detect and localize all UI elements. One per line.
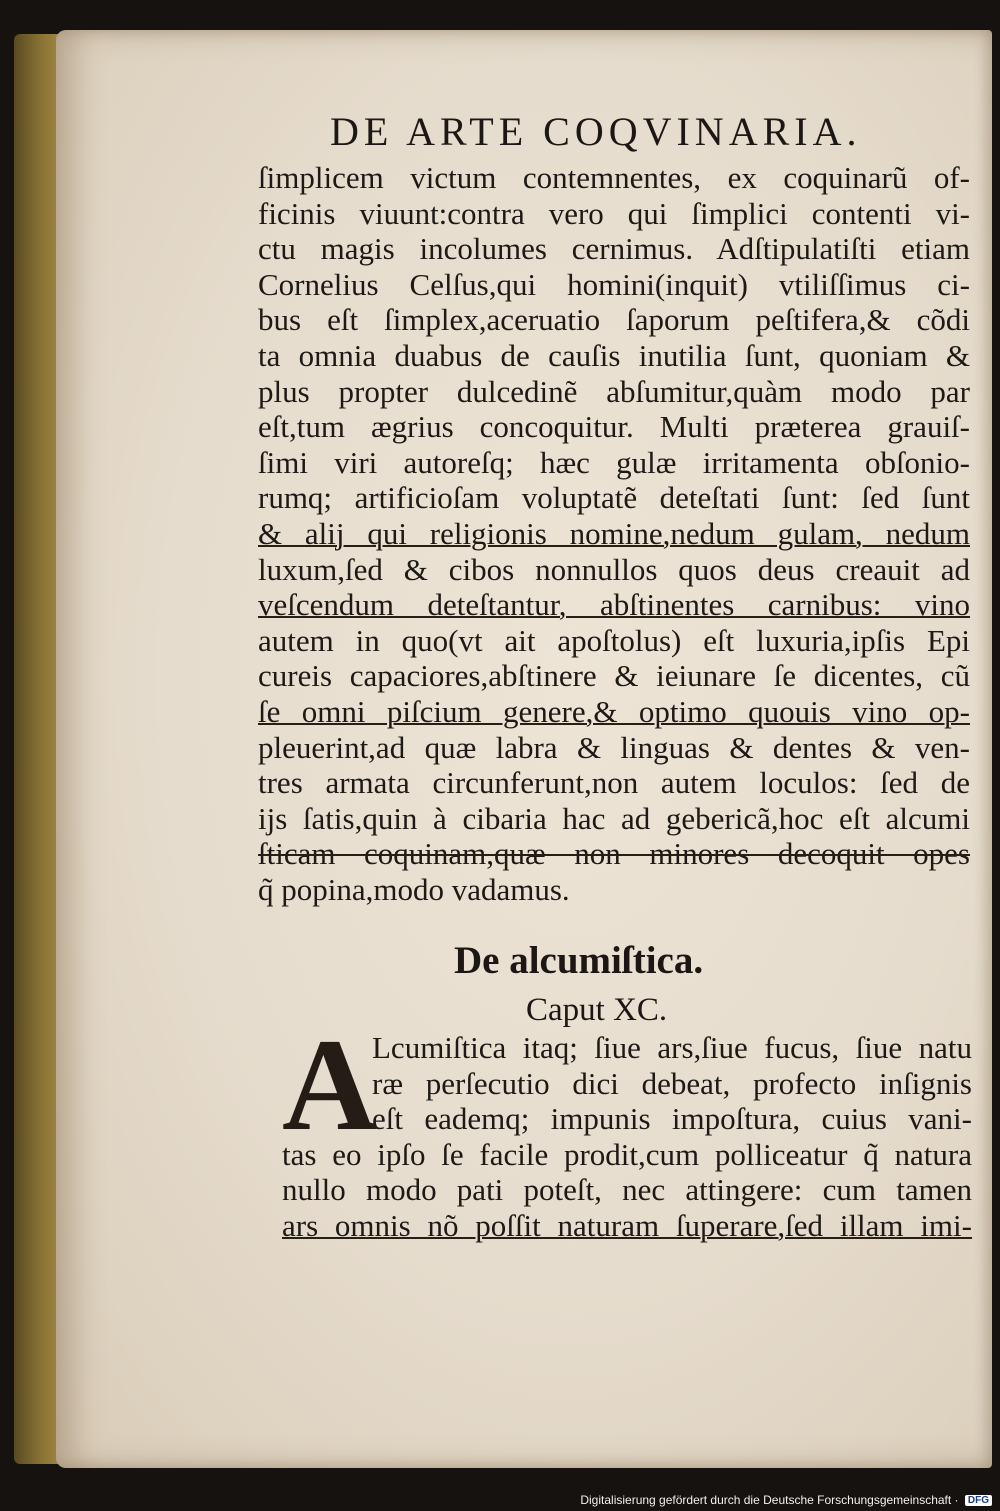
text-line: cureis capaciores,abſtinere & ieiunare ſe dicentes, cũ: [258, 658, 970, 694]
text-line: Cornelius Celſus,qui homini(inquit) vtiliſſimus ci-: [258, 266, 970, 302]
text-line: Lcumiſtica itaq; ſiue ars,ſiue fucus, ſiue natu: [372, 1030, 972, 1065]
text-line: ſe omni piſcium genere,& optimo quouis vino op-: [258, 693, 970, 729]
text-line: tres armata circunferunt,non autem loculos: ſed de: [258, 765, 970, 801]
digitization-credit: [580, 1493, 992, 1507]
text-line: nullo modo pati poteſt, nec attingere: cum tamen: [282, 1172, 972, 1208]
text-line: & alij qui religionis nomine,nedum gulam, nedum: [258, 515, 970, 551]
text-line: rumq; artificioſam voluptatẽ deteſtati ſunt: ſed ſunt: [258, 480, 970, 516]
drop-cap-initial: A: [282, 1011, 378, 1158]
chapter-text: [282, 1011, 972, 1244]
text-line: ars omnis nõ poſſit naturam ſuperare,ſed illam imi-: [282, 1207, 972, 1243]
dfg-logo: DFG: [965, 1495, 992, 1506]
text-line: ſticam coquinam,quæ non minores decoquit opes: [258, 836, 970, 872]
text-line: luxum,ſed & cibos nonnullos quos deus creauit ad: [258, 551, 970, 587]
text-line: eſt eademq; impunis impoſtura, cuius vani-: [372, 1101, 972, 1137]
text-line: q̃ popina,modo vadamus.: [258, 871, 570, 907]
text-line: ræ perſecutio dici debeat, profecto inſignis: [372, 1065, 972, 1101]
text-line: ijs ſatis,quin à cibaria hac ad gebericã,hoc eſt alcumi: [258, 800, 970, 836]
text-line: ſimplicem victum contemnentes, ex coquinarũ of-: [258, 160, 970, 195]
running-head: DE ARTE COQVINARIA.: [330, 109, 862, 154]
text-line: ctu magis incolumes cernimus. Adſtipulatiſti etiam: [258, 231, 970, 267]
text-line: plus propter dulcedinẽ abſumitur,quàm modo par: [258, 373, 970, 409]
main-text: [258, 160, 970, 907]
text-line: bus eſt ſimplex,aceruatio ſaporum peſtifera,& cõdi: [258, 302, 970, 338]
text-line: ficinis viuunt:contra vero qui ſimplici contenti vi-: [258, 195, 970, 231]
text-line: veſcendum deteſtantur, abſtinentes carnibus: vino: [258, 587, 970, 623]
credit-text: Digitalisierung gefördert durch die Deutsche Forschungsgemeinschaft ·: [580, 1493, 959, 1507]
text-line: pleuerint,ad quæ labra & linguas & dentes & ven-: [258, 729, 970, 765]
chapter-number: Caput XC.: [526, 992, 668, 1028]
chapter-title: De alcumiſtica.: [454, 939, 704, 982]
text-line: eſt,tum ægrius concoquitur. Multi præterea grauiſ-: [258, 409, 970, 445]
text-line: ſimi viri autoreſq; hæc gulæ irritamenta obſonio-: [258, 444, 970, 480]
text-line: tas eo ipſo ſe facile prodit,cum polliceatur q̃ natura: [282, 1136, 972, 1172]
text-line: autem in quo(vt ait apoſtolus) eſt luxuria,ipſis Epi: [258, 622, 970, 658]
text-line: ta omnia duabus de cauſis inutilia ſunt, quoniam &: [258, 337, 970, 373]
